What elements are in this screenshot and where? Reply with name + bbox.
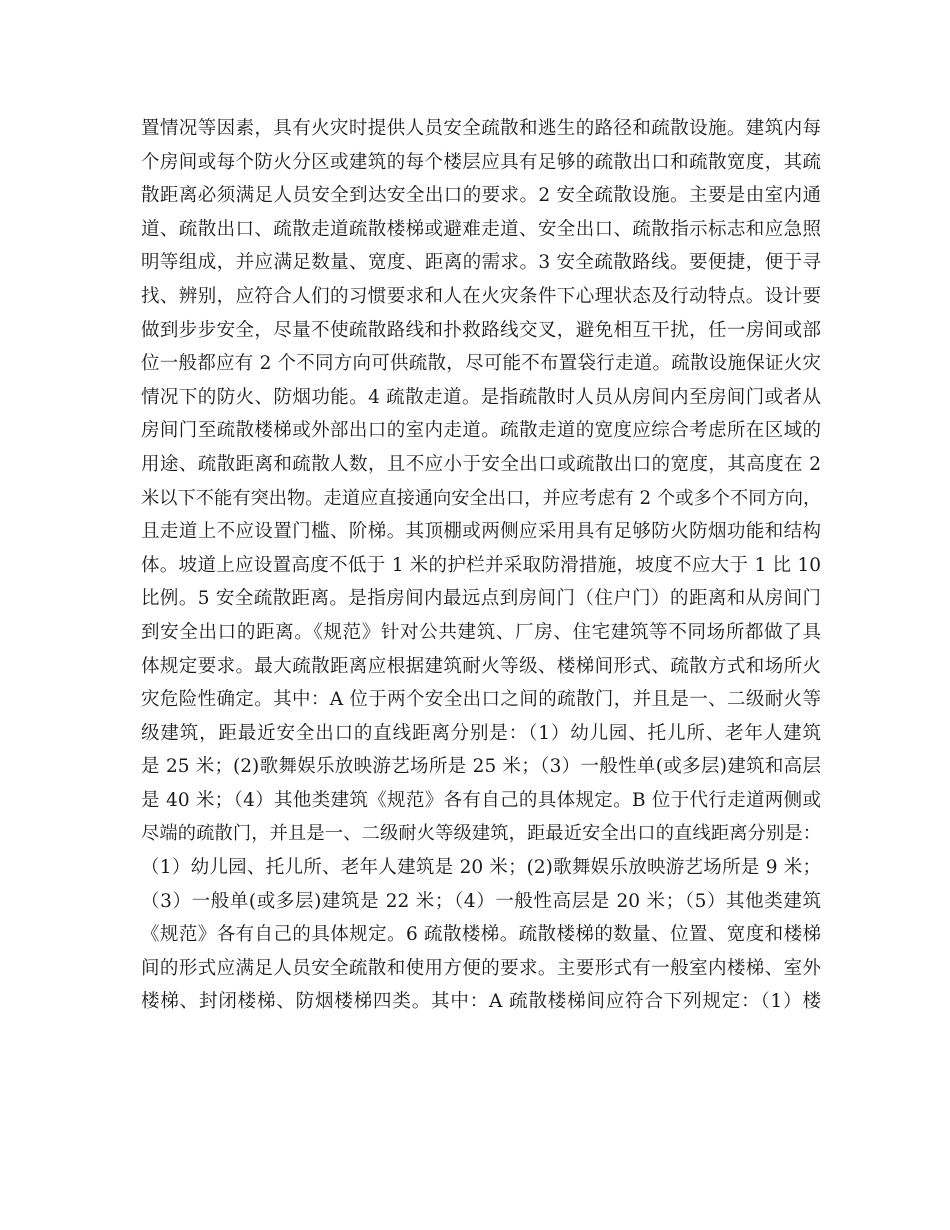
text-line: 且走道上不应设置门槛、阶梯。其顶棚或两侧应采用具有足够防火防烟功能和结构 [141, 521, 821, 543]
text-line: 间的形式应满足人员安全疏散和使用方便的要求。主要形式有一般室内楼梯、室外 [141, 957, 821, 979]
text-line: 房间门至疏散楼梯或外部出口的室内走道。疏散走道的宽度应综合考虑所在区域的 [141, 420, 821, 442]
text-line: 是 25 米；(2)歌舞娱乐放映游艺场所是 25 米；（3）一般性单(或多层)建筑和高层 [141, 756, 821, 778]
text-line: 散距离必须满足人员安全到达安全出口的要求。2 安全疏散设施。主要是由室内通 [141, 185, 821, 207]
text-line: 情况下的防火、防烟功能。4 疏散走道。是指疏散时人员从房间内至房间门或者从 [141, 386, 821, 408]
text-line: 道、疏散出口、疏散走道疏散楼梯或避难走道、安全出口、疏散指示标志和应急照 [141, 218, 821, 240]
text-line: 到安全出口的距离。《规范》针对公共建筑、厂房、住宅建筑等不同场所都做了具 [141, 621, 821, 643]
text-line: 级建筑，距最近安全出口的直线距离分别是：（1）幼儿园、托儿所、老年人建筑 [141, 722, 821, 744]
text-line: 体规定要求。最大疏散距离应根据建筑耐火等级、楼梯间形式、疏散方式和场所火 [141, 655, 821, 677]
text-line: 《规范》各有自己的具体规定。6 疏散楼梯。疏散楼梯的数量、位置、宽度和楼梯 [141, 924, 821, 946]
text-line: （1）幼儿园、托儿所、老年人建筑是 20 米；(2)歌舞娱乐放映游艺场所是 9 米； [141, 857, 821, 879]
text-line: 灾危险性确定。其中：A 位于两个安全出口之间的疏散门，并且是一、二级耐火等 [141, 689, 821, 711]
text-line: 楼梯、封闭楼梯、防烟楼梯四类。其中：A 疏散楼梯间应符合下列规定：（1）楼 [141, 991, 821, 1013]
text-line: 明等组成，并应满足数量、宽度、距离的需求。3 安全疏散路线。要便捷，便于寻 [141, 252, 821, 274]
body-text [141, 112, 821, 1019]
text-line: 体。坡道上应设置高度不低于 1 米的护栏并采取防滑措施，坡度不应大于 1 比 10 [141, 554, 821, 576]
text-line: 比例。5 安全疏散距离。是指房间内最远点到房间门（住户门）的距离和从房间门 [141, 588, 821, 610]
text-line: 用途、疏散距离和疏散人数，且不应小于安全出口或疏散出口的宽度，其高度在 2 [141, 453, 821, 475]
text-line: 个房间或每个防火分区或建筑的每个楼层应具有足够的疏散出口和疏散宽度，其疏 [141, 151, 821, 173]
text-line: 置情况等因素，具有火灾时提供人员安全疏散和逃生的路径和疏散设施。建筑内每 [141, 118, 821, 139]
text-line: 位一般都应有 2 个不同方向可供疏散，尽可能不布置袋行走道。疏散设施保证火灾 [141, 353, 821, 375]
text-line: 做到步步安全，尽量不使疏散路线和扑救路线交叉，避免相互干扰，任一房间或部 [141, 319, 821, 341]
text-line: 尽端的疏散门，并且是一、二级耐火等级建筑，距最近安全出口的直线距离分别是： [141, 823, 821, 845]
text-line: （3）一般单(或多层)建筑是 22 米；（4）一般性高层是 20 米；（5）其他类建筑 [141, 890, 821, 912]
text-line: 找、辨别，应符合人们的习惯要求和人在火灾条件下心理状态及行动特点。设计要 [141, 285, 821, 307]
text-line: 是 40 米；（4）其他类建筑《规范》各有自己的具体规定。B 位于代行走道两侧或 [141, 789, 821, 811]
text-line: 米以下不能有突出物。走道应直接通向安全出口，并应考虑有 2 个或多个不同方向， [141, 487, 822, 509]
